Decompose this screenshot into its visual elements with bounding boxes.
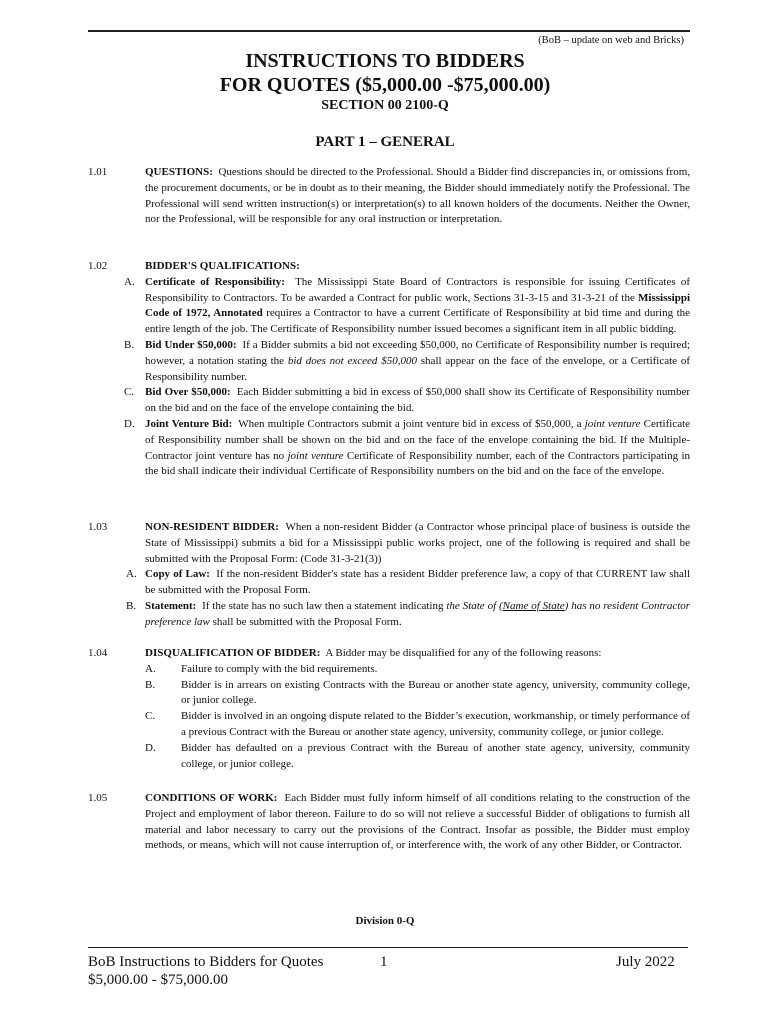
update-note: (BoB – update on web and Bricks)	[538, 35, 684, 46]
section-heading: CONDITIONS OF WORK:	[145, 792, 278, 804]
list-item	[123, 567, 690, 599]
page-number: 1	[380, 954, 388, 970]
footer-date: July 2022	[616, 954, 675, 970]
item-text: shall be submitted with the Proposal Form.	[212, 615, 402, 628]
item-text: Failure to comply with the bid requirements.	[181, 662, 378, 675]
item-marker: A.	[126, 568, 137, 581]
list-item	[145, 662, 690, 678]
item-marker: B.	[126, 599, 137, 612]
section-body	[145, 520, 690, 567]
section-text: A Bidder may be disqualified for any of the following reasons:	[325, 647, 602, 659]
item-text: Bidder has defaulted on a previous Contract with the Bureau of another state agency, university, community college, or junior college.	[181, 741, 690, 770]
item-heading: Bid Over $50,000:	[145, 386, 231, 399]
item-text: If a Bidder submits a bid not exceeding $50,000, no Certificate of Responsibility number is required; however, a notation stating the	[145, 338, 690, 367]
section-body	[145, 259, 690, 275]
item-marker: D.	[124, 417, 135, 430]
list-item	[121, 338, 690, 385]
division-label: Division 0-Q	[355, 915, 415, 927]
section-items	[126, 567, 691, 630]
section-items	[124, 275, 691, 480]
list-item	[145, 678, 690, 710]
item-text: shall appear on the face of the envelope, or a Certificate of Responsibility number.	[145, 354, 691, 383]
section-1-02	[88, 259, 690, 480]
footer-line-2: $5,000.00 - $75,000.00	[88, 972, 228, 988]
item-text: If the non-resident Bidder's state has a resident Bidder preference law, a copy of that CURRENT law shall be submitted with the Proposal Form.	[145, 568, 691, 597]
list-item	[123, 599, 690, 631]
state-name-placeholder: Name of State	[502, 599, 565, 612]
section-number-1-01: 1.01	[88, 166, 108, 178]
section-1-03	[88, 520, 690, 631]
list-item	[145, 709, 690, 741]
list-item	[121, 417, 690, 480]
section-text: Questions should be directed to the Professional. Should a Bidder find discrepancies in, or omissions from, the procurement documents, or be in doubt as to their meaning, the Bidder should immediately notify the Professional. The Professional will send written instruction(s) or interpretation(s) to all known holders of the documents. Neither the Owner, nor the Professional, will be responsible for any oral instruction or interpretation.	[145, 166, 691, 226]
list-item	[121, 275, 690, 338]
item-text: requires a Contractor to have a current Certificate of Responsibility at bid time and during the entire length of the job. The Certificate of Responsibility number issued becomes a significant item in all public bidding.	[145, 307, 691, 336]
item-text: When multiple Contractors submit a joint venture bid in excess of $50,000, a	[238, 417, 582, 430]
item-heading: Joint Venture Bid:	[145, 417, 233, 430]
item-marker: A.	[124, 275, 135, 288]
section-number: SECTION 00 2100-Q	[321, 98, 449, 113]
item-marker: C.	[124, 386, 135, 399]
code-reference: Mississippi Code of 1972, Annotated	[145, 291, 690, 320]
item-marker: B.	[145, 678, 156, 691]
section-heading: QUESTIONS:	[145, 166, 213, 178]
item-italic-text: bid does not exceed $50,000	[287, 354, 417, 367]
item-marker: B.	[124, 338, 135, 351]
section-heading: BIDDER'S QUALIFICATIONS:	[145, 260, 300, 272]
section-heading: DISQUALIFICATION OF BIDDER:	[145, 647, 321, 659]
list-item	[145, 741, 690, 773]
item-marker: C.	[145, 710, 156, 723]
item-italic-text: ) has no resident Contractor preference law	[145, 599, 691, 628]
footer-document-name	[88, 953, 323, 989]
item-text: Each Bidder submitting a bid in excess of $50,000 shall show its Certificate of Responsibility number on the bid and on the face of the envelope containing the bid.	[145, 386, 691, 415]
item-italic-text: the State of (	[446, 599, 503, 612]
document-title-line-2: FOR QUOTES ($5,000.00 -$75,000.00)	[219, 74, 551, 96]
section-body	[145, 646, 690, 662]
list-item	[121, 385, 690, 417]
section-number-1-03: 1.03	[88, 521, 108, 533]
item-heading: Statement:	[145, 599, 197, 612]
section-items	[145, 662, 690, 773]
item-text: Bidder is in arrears on existing Contracts with the Bureau or another state agency, university, community college, or junior college.	[181, 678, 690, 707]
section-1-04	[88, 646, 690, 772]
item-marker: A.	[145, 662, 156, 675]
item-italic-text: joint venture	[584, 417, 641, 430]
footer-line-1: BoB Instructions to Bidders for Quotes	[88, 954, 324, 970]
item-text: Certificate of Responsibility number shall be shown on the bid and on the face of the envelope containing the bid. If the Multiple-Contractor joint venture has no	[145, 417, 691, 462]
item-heading: Certificate of Responsibility:	[145, 275, 285, 288]
section-number-1-04: 1.04	[88, 647, 108, 659]
section-1-01	[88, 165, 690, 228]
section-text: When a non-resident Bidder (a Contractor whose principal place of business is outside the State of Mississippi) submits a bid for a Mississippi public works project, one of the following is required and shall be submitted with the Proposal Form: (Code 31-3-21(3))	[145, 521, 690, 565]
item-text: If the state has no such law then a statement indicating	[202, 599, 444, 612]
item-text: The Mississippi State Board of Contractors is responsible for issuing Certificates of Responsibility to Contractors. To be awarded a Contract for public work, Sections 31-3-15 and 31-3-21 of the	[145, 275, 690, 304]
section-body	[145, 791, 690, 854]
item-italic-text: joint venture	[287, 449, 344, 462]
section-number-1-05: 1.05	[88, 792, 108, 804]
section-body	[145, 165, 690, 228]
item-text: Bidder is involved in an ongoing dispute related to the Bidder’s execution, workmanship, or timely performance of a previous Contract with the Bureau or another state agency, university, community college, or junior college.	[181, 710, 690, 738]
section-heading: NON-RESIDENT BIDDER:	[145, 521, 279, 533]
section-1-05	[88, 791, 690, 854]
item-marker: D.	[145, 741, 156, 754]
item-heading: Bid Under $50,000:	[145, 338, 237, 351]
part-heading: PART 1 – GENERAL	[315, 134, 455, 150]
section-text: Each Bidder must fully inform himself of all conditions relating to the construction of the Project and employment of labor thereon. Failure to do so will not relieve a successful Bidder of obligations to furnish all material and labor necessary to carry out the provisions of the Contract. Insofar as possible, the Bidder must employ methods, or means, which will not cause interruption of, or interference with, the work of any other Bidder, or Contractor.	[145, 792, 690, 852]
top-rule	[88, 30, 690, 32]
item-heading: Copy of Law:	[145, 568, 210, 581]
section-number-1-02: 1.02	[88, 260, 108, 272]
item-text: Certificate of Responsibility number, each of the Contractors participating in the bid shall indicate their individual Certificate of Responsibility numbers on the bid and on the face of the envelope.	[145, 449, 691, 478]
footer-rule	[88, 947, 688, 948]
document-title-line-1: INSTRUCTIONS TO BIDDERS	[245, 50, 525, 72]
